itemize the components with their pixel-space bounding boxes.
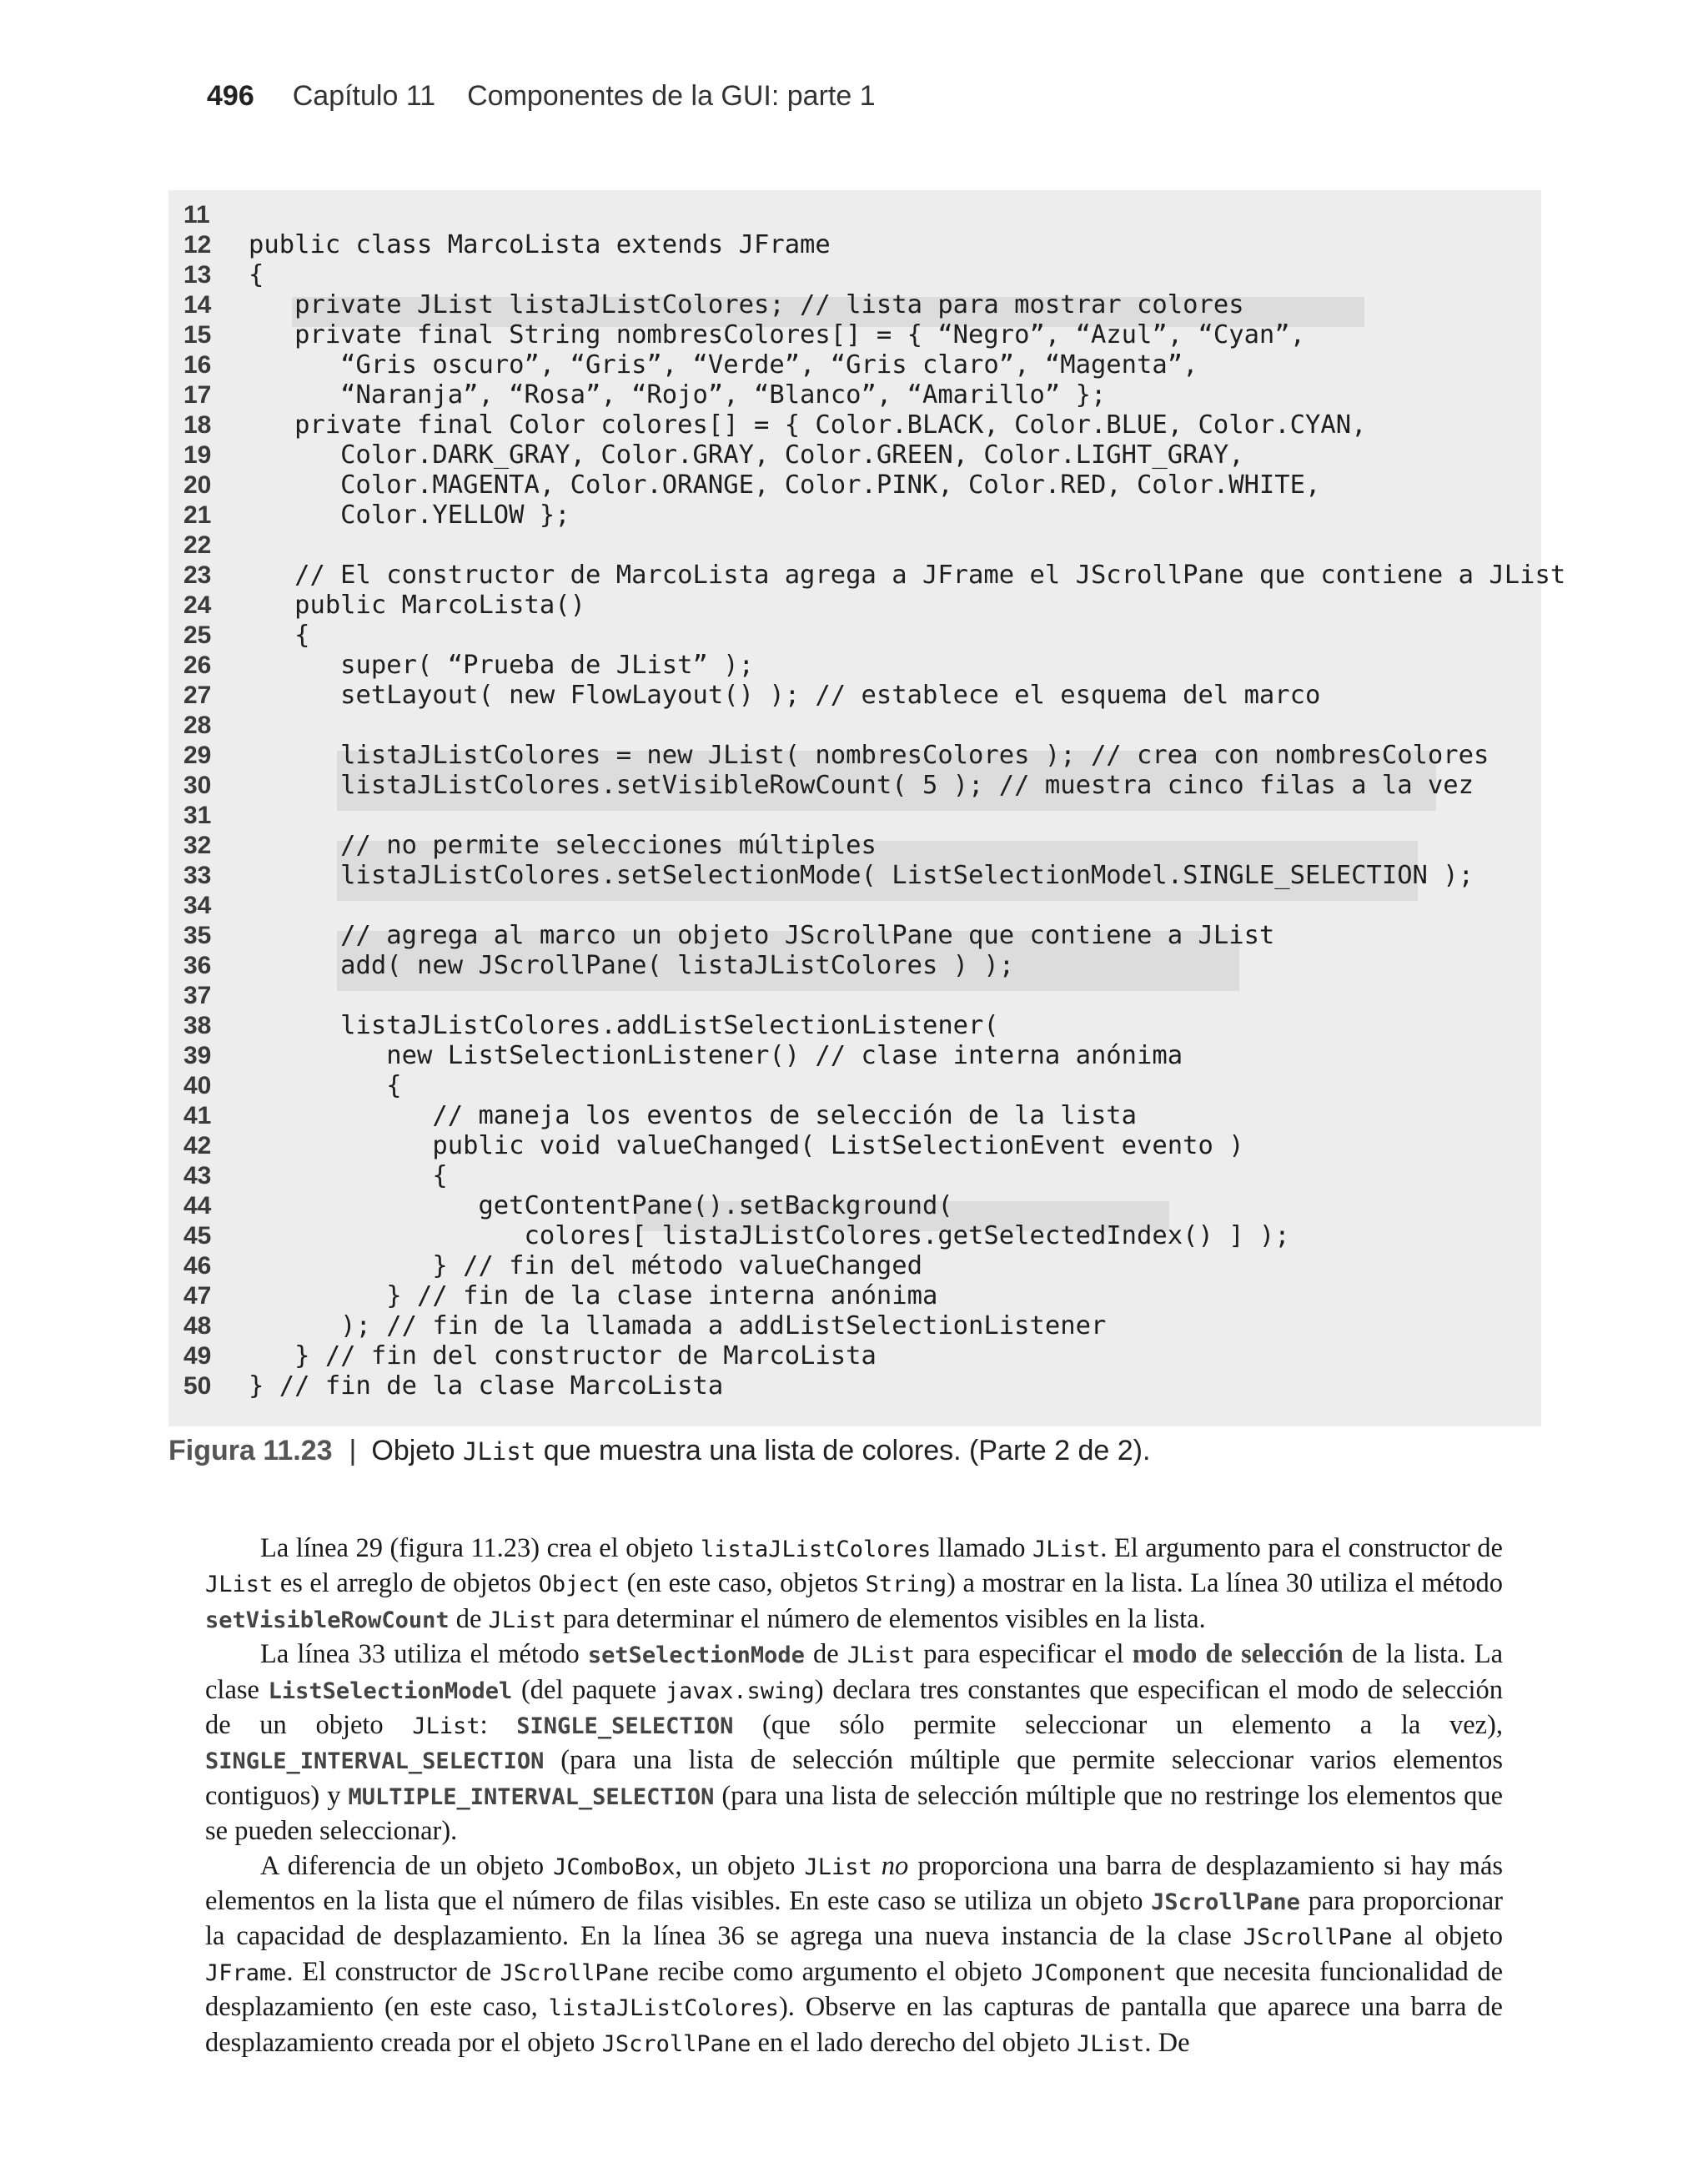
inline-code: JScrollPane [1243,1924,1393,1951]
chapter-label: Capítulo 11 [292,80,436,112]
line-number: 19 [183,441,212,469]
text-run: . De [1144,2027,1190,2058]
code-line [168,651,1541,681]
code-text: add( new JScrollPane( listaJListColores ) ); [249,951,1015,980]
line-number: 50 [183,1372,212,1400]
code-line [168,380,1541,410]
code-line [168,440,1541,470]
text-run: (para una lista de selección múltiple que permite seleccionar varios elementos contiguos) y [205,1745,1503,1811]
line-number: 25 [183,621,212,649]
line-number: 38 [183,1012,212,1039]
code-text: listaJListColores.setSelectionMode( ListSelectionModel.SINGLE_SELECTION ); [249,861,1474,890]
line-number: 49 [183,1342,212,1370]
code-line [168,1251,1541,1281]
line-number: 46 [183,1252,212,1280]
code-line [168,921,1541,951]
line-number: 30 [183,772,212,799]
code-text: { [249,621,310,650]
inline-code: String [865,1572,947,1598]
code-line [168,1311,1541,1341]
code-line [168,771,1541,801]
code-text: getContentPane().setBackground( [249,1191,953,1220]
code-text: { [249,1161,448,1190]
line-number: 15 [183,321,212,349]
line-number: 43 [183,1162,212,1190]
line-number: 13 [183,261,212,289]
text-run: para determinar el número de elementos visibles en la lista. [555,1603,1206,1634]
code-text: super( “Prueba de JList” ); [249,651,754,680]
inline-code: JList [1077,2030,1145,2057]
code-line [168,831,1541,861]
inline-code-bold: ListSelectionModel [268,1678,513,1704]
code-line [168,1131,1541,1161]
code-text: listaJListColores.setVisibleRowCount( 5 ); // muestra cinco filas a la vez [249,771,1474,800]
code-text: colores[ listaJListColores.getSelectedIndex() ] ); [249,1221,1290,1250]
code-text: // maneja los eventos de selección de la lista [249,1101,1138,1130]
inline-code: JList [1032,1537,1101,1562]
code-text: public class MarcoLista extends JFrame [249,230,831,259]
figure-label: Figura 11.23 [168,1435,333,1466]
code-text: } // fin del método valueChanged [249,1251,922,1280]
code-line [168,200,1541,230]
line-number: 44 [183,1192,212,1220]
code-line [168,410,1541,440]
code-line [168,320,1541,350]
caption-text-after: que muestra una lista de colores. (Parte 2 de 2). [535,1435,1151,1466]
line-number: 29 [183,742,212,769]
code-text: private JList listaJListColores; // lista para mostrar colores [249,290,1244,319]
line-number: 47 [183,1282,212,1310]
text-run: de la lista. La clase [205,1639,1503,1705]
code-line [168,1341,1541,1371]
code-line [168,1011,1541,1041]
inline-code: listaJListColores [548,1995,779,2022]
code-line [168,1041,1541,1071]
line-number: 21 [183,501,212,529]
code-line [168,741,1541,771]
inline-code: javax.swing [665,1678,815,1704]
code-line [168,470,1541,500]
code-line [168,290,1541,320]
line-number: 39 [183,1042,212,1069]
text-run: proporciona una barra de desplazamiento si hay más elementos en la lista que el número de filas visibles. En este caso se utiliza un objeto [205,1850,1504,1917]
body-text [205,1532,1503,2061]
code-line [168,500,1541,531]
line-number: 22 [183,531,212,559]
inline-code-bold: setVisibleRowCount [205,1607,450,1633]
line-number: 33 [183,862,212,889]
line-number: 16 [183,351,212,379]
text-run: (del paquete [512,1674,666,1705]
inline-code: JList [804,1854,872,1880]
code-line [168,1191,1541,1221]
line-number: 18 [183,411,212,439]
inline-code: JList [488,1607,556,1633]
code-line [168,1281,1541,1311]
line-number: 35 [183,922,212,949]
code-text: } // fin de la clase MarcoLista [249,1371,724,1401]
caption-text-before: Objeto [371,1435,464,1466]
text-run: . El constructor de [286,1956,500,1987]
text-run: al objeto [1392,1921,1503,1952]
inline-code: listaJListColores [700,1537,932,1562]
chapter-title: Componentes de la GUI: parte 1 [467,80,876,112]
code-text: { [249,260,264,289]
inline-code: JList [846,1642,916,1669]
text-run: La línea 29 (figura 11.23) crea el objeto [260,1533,701,1563]
line-number: 41 [183,1102,212,1129]
text-run: llamado [931,1533,1032,1563]
text-run: : [480,1710,517,1741]
line-number: 23 [183,561,212,589]
line-number: 45 [183,1222,212,1250]
code-text: Color.DARK_GRAY, Color.GRAY, Color.GREEN, Color.LIGHT_GRAY, [249,440,1244,470]
inline-code-bold: SINGLE_INTERVAL_SELECTION [205,1748,545,1775]
code-listing [168,190,1566,1426]
line-number: 26 [183,651,212,679]
code-line [168,891,1541,921]
line-number: 48 [183,1312,212,1340]
code-line [168,1221,1541,1251]
text-run: en el lado derecho del objeto [751,2027,1078,2058]
code-text: Color.MAGENTA, Color.ORANGE, Color.PINK, Color.RED, Color.WHITE, [249,470,1321,500]
text-run: La línea 33 utiliza el método [260,1639,588,1670]
code-text: Color.YELLOW }; [249,500,570,530]
code-line [168,621,1541,651]
code-line [168,861,1541,891]
line-number: 27 [183,682,212,709]
line-number: 20 [183,471,212,499]
code-line [168,1161,1541,1191]
code-line [168,981,1541,1011]
text-run: de [449,1603,489,1634]
inline-code: JScrollPane [601,2030,751,2057]
text-run: recibe como argumento el objeto [649,1956,1032,1987]
inline-code: Object [538,1572,620,1598]
italic-text: no [881,1850,909,1881]
code-text: public MarcoLista() [249,591,585,620]
line-number: 42 [183,1132,212,1159]
text-run: para especificar el [915,1639,1133,1670]
paragraph [205,1532,1503,1637]
code-text: } // fin de la clase interna anónima [249,1281,938,1310]
text-run: (para una lista de selección múltiple que no restringe los elementos que se pueden seleccionar). [205,1780,1503,1847]
text-run [872,1851,882,1881]
line-number: 11 [183,201,210,229]
text-run: ) a mostrar en la lista. La línea 30 utiliza el método [947,1568,1503,1599]
code-text: public void valueChanged( ListSelectionEvent evento ) [249,1131,1244,1160]
text-run: A diferencia de un objeto [260,1850,554,1881]
text-run: ) declara tres constantes que especifican el modo de selección de un objeto [205,1674,1504,1741]
page-number: 496 [207,80,254,112]
caption-separator: | [349,1435,357,1466]
text-run: de [804,1639,847,1670]
code-line [168,561,1566,591]
inline-code-bold: JScrollPane [1151,1889,1300,1916]
inline-code-bold: MULTIPLE_INTERVAL_SELECTION [348,1783,715,1810]
paragraph [205,1849,1503,2061]
text-run: , un objeto [675,1850,805,1881]
line-number: 28 [183,712,212,739]
code-line [168,1071,1541,1101]
code-line [168,531,1541,561]
line-number: 32 [183,832,212,859]
text-run: (que sólo permite seleccionar un elemento a la vez), [733,1710,1503,1741]
code-line [168,951,1541,981]
code-text: “Gris oscuro”, “Gris”, “Verde”, “Gris claro”, “Magenta”, [249,350,1198,380]
code-text: } // fin del constructor de MarcoLista [249,1341,877,1371]
code-line [168,1101,1541,1131]
inline-code-bold: setSelectionMode [587,1642,805,1669]
line-number: 12 [183,231,212,259]
paragraph [205,1637,1503,1849]
line-number: 24 [183,591,212,619]
code-line [168,1371,1541,1401]
bold-term: modo de selección [1132,1639,1344,1670]
inline-code: JScrollPane [500,1959,650,1986]
code-text: listaJListColores = new JList( nombresColores ); // crea con nombresColores [249,741,1489,770]
line-number: 36 [183,952,212,979]
line-number: 31 [183,802,212,829]
code-text: // agrega al marco un objeto JScrollPane que contiene a JList [249,921,1275,950]
inline-code: JFrame [205,1959,287,1986]
line-number: 14 [183,291,212,319]
code-text: // no permite selecciones múltiples [249,831,877,860]
code-text: // El constructor de MarcoLista agrega a JFrame el JScrollPane que contiene a JList [249,561,1566,590]
line-number: 40 [183,1072,212,1099]
code-text: “Naranja”, “Rosa”, “Rojo”, “Blanco”, “Amarillo” }; [249,380,1107,410]
code-line [168,681,1541,711]
code-text: private final String nombresColores[] = { “Negro”, “Azul”, “Cyan”, [249,320,1306,350]
inline-code-bold: SINGLE_SELECTION [516,1713,734,1740]
line-number: 17 [183,381,212,409]
code-text: ); // fin de la llamada a addListSelectionListener [249,1311,1107,1341]
text-run: para proporcionar la capacidad de desplazamiento. En la línea 36 se agrega una nueva instancia de la clase [205,1886,1503,1952]
inline-code: JComboBox [553,1854,676,1880]
code-line [168,260,1541,290]
code-text: setLayout( new FlowLayout() ); // establece el esquema del marco [249,681,1321,710]
line-number: 37 [183,982,212,1009]
text-run: ). Observe en las capturas de pantalla que aparece una barra de desplazamiento creada por el objeto [205,1992,1503,2058]
caption-code: JList [463,1437,536,1466]
page-header [207,80,876,113]
code-text: { [249,1071,402,1100]
code-text: listaJListColores.addListSelectionListener( [249,1011,999,1040]
figure-caption [168,1435,1150,1467]
code-text: private final Color colores[] = { Color.BLACK, Color.BLUE, Color.CYAN, [249,410,1367,440]
inline-code: JComponent [1031,1959,1167,1986]
text-run: . El argumento para el constructor de [1100,1533,1503,1563]
code-line [168,230,1541,260]
text-run: es el arreglo de objetos [273,1568,539,1599]
code-text: new ListSelectionListener() // clase interna anónima [249,1041,1183,1070]
code-line [168,801,1541,831]
text-run: (en este caso, objetos [620,1568,866,1599]
code-line [168,350,1541,380]
text-run: que necesita funcionalidad de desplazamiento (en este caso, [205,1956,1503,2023]
code-line [168,591,1541,621]
inline-code: JList [205,1572,274,1598]
code-line [168,711,1541,741]
line-number: 34 [183,892,212,919]
inline-code: JList [412,1713,480,1740]
